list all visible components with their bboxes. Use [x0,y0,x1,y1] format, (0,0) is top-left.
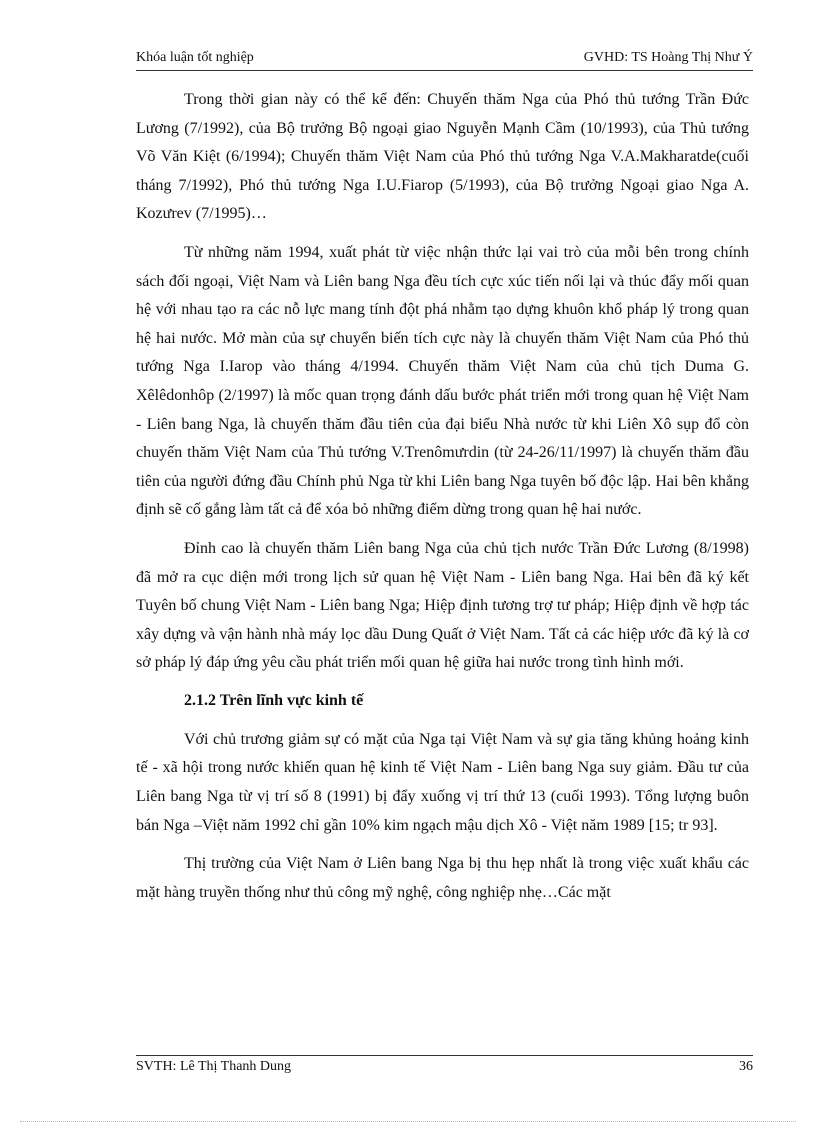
paragraph-1998-visit: Đỉnh cao là chuyến thăm Liên bang Nga của chủ tịch nước Trần Đức Lương (8/1998) đã mở ra cục diện mới trong lịch sử quan hệ Việt Nam - Liên bang Nga. Hai bên đã ký kết Tuyên bố chung Việt Nam - Liên bang Nga; Hiệp định tương trợ tư pháp; Hiệp định về hợp tác xây dựng và vận hành nhà máy lọc dầu Dung Quất ở Việt Nam. Tất cả các hiệp ước đã ký là cơ sở pháp lý đáp ứng yêu cầu phát triển mối quan hệ giữa hai nước trong tình hình mới. [136,539,749,672]
paragraph-1994-relations: Từ những năm 1994, xuất phát từ việc nhận thức lại vai trò của mỗi bên trong chính sách đối ngoại, Việt Nam và Liên bang Nga đều tích cực xúc tiến nối lại và thúc đẩy mối quan hệ với nhau tạo ra các nỗ lực mang tính đột phá nhằm tạo dựng khuôn khổ pháp lý trong quan hệ hai nước. Mở màn của sự chuyển biến tích cực này là chuyến thăm Việt Nam của Phó thủ tướng Nga I.Iarop vào tháng 4/1994. Chuyến thăm Việt Nam của chủ tịch Duma G. Xêlêdonhôp (2/1997) là mốc quan trọng đánh dấu bước phát triển mới trong quan hệ Việt Nam - Liên bang Nga, là chuyến thăm đầu tiên của đại biểu Nhà nước từ khi Liên Xô sụp đổ còn chuyến thăm Việt Nam của Thủ tướng V.Trenômưrdin (từ 24-26/11/1997) là chuyến thăm đầu tiên của người đứng đầu Chính phủ Nga từ khi Liên bang Nga tuyên bố độc lập. Hai bên khẳng định sẽ cố gắng làm tất cả để xóa bỏ những điểm dừng trong quan hệ hai nước. [136,243,749,519]
section-heading-economy: 2.1.2 Trên lĩnh vực kinh tế [184,691,364,709]
paragraph-visits: Trong thời gian này có thể kể đến: Chuyến thăm Nga của Phó thủ tướng Trần Đức Lương (7/1992), của Bộ trưởng Bộ ngoại giao Nguyễn Mạnh Cầm (10/1993), của Thủ tướng Võ Văn Kiệt (6/1994); Chuyến thăm Việt Nam của Phó thủ tướng Nga V.A.Makharatde(cuối tháng 7/1992), Phó thủ tướng Nga I.U.Fiarop (5/1993), của Bộ trưởng Ngoại giao Nga A. Kozưrev (7/1995)… [136,91,749,223]
page-body [136,86,749,917]
header-thesis-title: Khóa luận tốt nghiệp [136,50,254,65]
page-number: 36 [739,1059,753,1074]
page-bottom-divider [20,1121,796,1122]
footer-student-name: SVTH: Lê Thị Thanh Dung [136,1059,292,1074]
page-header [136,50,753,71]
footer-divider [136,1055,753,1056]
paragraph-economic-decline: Với chủ trương giảm sự có mặt của Nga tại Việt Nam và sự gia tăng khủng hoảng kinh tế - xã hội trong nước khiến quan hệ kinh tế Việt Nam - Liên bang Nga suy giảm. Đầu tư của Liên bang Nga từ vị trí số 8 (1991) bị đẩy xuống vị trí thứ 13 (cuối 1993). Tổng lượng buôn bán Nga –Việt năm 1992 chỉ gần 10% kim ngạch mậu dịch Xô - Việt năm 1989 [15; tr 93]. [136,730,749,834]
paragraph-market-shrink: Thị trường của Việt Nam ở Liên bang Nga bị thu hẹp nhất là trong việc xuất khẩu các mặt hàng truyền thống như thủ công mỹ nghệ, công nghiệp nhẹ…Các mặt [136,855,749,901]
header-supervisor: GVHD: TS Hoàng Thị Như Ý [583,50,753,65]
